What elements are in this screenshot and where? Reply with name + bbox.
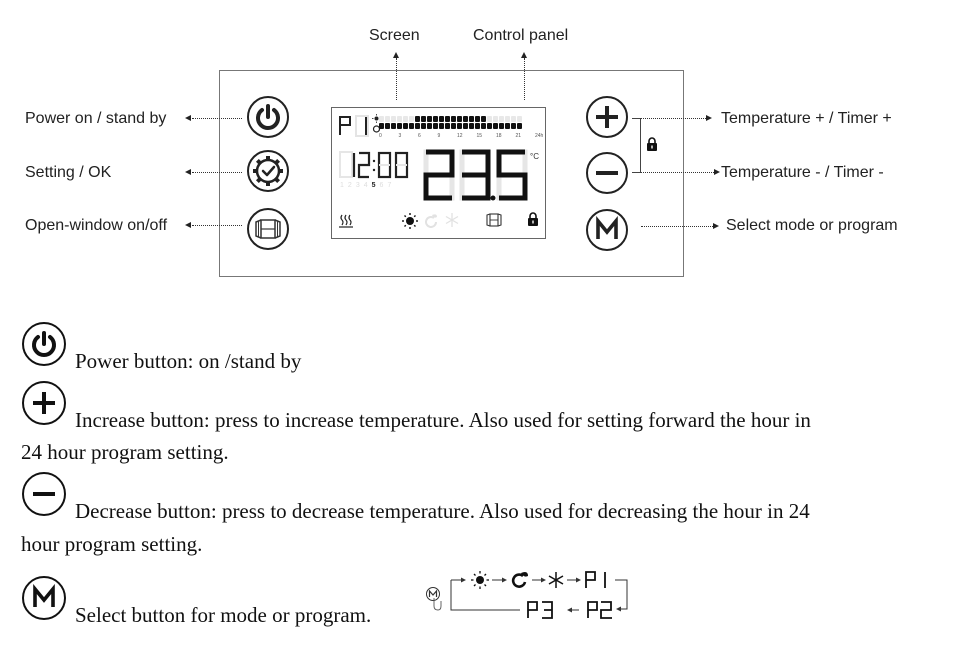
doc-power-icon (22, 322, 66, 366)
schedule-hour-bar (511, 116, 516, 129)
minus-button[interactable] (586, 152, 628, 194)
desc-decrease: Decrease button: press to decrease temperature. Also used for decreasing the hour in 24 (75, 499, 810, 523)
desc-power: Power button: on /stand by (75, 349, 302, 373)
doc-minus-icon (22, 472, 66, 516)
leader-plus (641, 118, 706, 119)
open-window-button[interactable] (247, 208, 289, 250)
schedule-hour-bar (457, 116, 462, 129)
temperature-unit: °C (530, 152, 539, 161)
arrow-left-icon (185, 222, 191, 228)
m-icon (593, 216, 621, 244)
label-power: Power on / stand by (25, 110, 167, 127)
schedule-hour-bar (451, 116, 456, 129)
schedule-hour-bar (493, 116, 498, 129)
power-icon (253, 102, 283, 132)
schedule-tick: 6 (418, 133, 421, 139)
weekday-7: 7 (387, 182, 396, 189)
weekday-2: 2 (347, 182, 356, 189)
minus-icon (30, 480, 58, 508)
weekday-3: 3 (355, 182, 364, 189)
schedule-tick: 18 (496, 133, 502, 139)
schedule-hour-bar (469, 116, 474, 129)
program-indicator (338, 115, 372, 137)
schedule-tick: 3 (398, 133, 402, 139)
heat-icon (339, 214, 353, 228)
desc-decrease-cont: hour program setting. (21, 532, 203, 556)
temperature-display (422, 148, 532, 204)
power-button[interactable] (247, 96, 289, 138)
schedule-hour-bar (475, 116, 480, 129)
leader-power (192, 118, 242, 119)
lcd-screen (331, 107, 546, 239)
label-temp-plus: Temperature + / Timer + (721, 110, 892, 127)
leader-setting (192, 172, 242, 173)
lock-combo-bracket (632, 118, 641, 173)
plus-icon (30, 389, 58, 417)
schedule-hour-bar (385, 116, 390, 129)
label-temp-minus: Temperature - / Timer - (721, 164, 884, 181)
schedule-hour-bar (439, 116, 444, 129)
schedule-hour-bar (433, 116, 438, 129)
window-icon (255, 217, 281, 241)
screen-label: Screen (369, 27, 420, 44)
desc-increase-cont: 24 hour program setting. (21, 440, 229, 464)
schedule-hour-bar (409, 116, 414, 129)
lock-status-icon (527, 212, 539, 227)
schedule-ticks (379, 133, 544, 141)
m-icon (30, 584, 58, 612)
label-mode: Select mode or program (726, 217, 898, 234)
power-icon (29, 329, 59, 359)
weekday-4: 4 (363, 182, 372, 189)
weekday-1: 1 (340, 182, 348, 189)
schedule-tick: 24h (535, 133, 544, 139)
desc-increase: Increase button: press to increase temperature. Also used for setting forward the hour in (75, 408, 811, 432)
schedule-hour-bar (499, 116, 504, 129)
schedule-hour-bar (487, 116, 492, 129)
label-setting: Setting / OK (25, 164, 112, 181)
schedule-tick: 0 (379, 133, 382, 139)
mode-button[interactable] (586, 209, 628, 251)
schedule-hour-bar (463, 116, 468, 129)
schedule-hour-bar (397, 116, 402, 129)
weekday-indicator (340, 182, 395, 189)
doc-plus-icon (22, 381, 66, 425)
lock-icon (646, 137, 658, 152)
schedule-hour-bar (481, 116, 486, 129)
plus-button[interactable] (586, 96, 628, 138)
schedule-tick: 12 (457, 133, 463, 139)
eco-icon (424, 213, 438, 228)
schedule-hour-bar (505, 116, 510, 129)
gear-check-icon (252, 155, 284, 187)
control-panel-label: Control panel (473, 27, 569, 44)
schedule-hour-bar (517, 116, 522, 129)
schedule-tick: 15 (476, 133, 483, 139)
arrow-right-icon (706, 115, 712, 121)
weekday-6: 6 (379, 182, 388, 189)
arrow-right-icon (713, 223, 719, 229)
window-status-icon (486, 213, 502, 227)
leader-mode (641, 226, 713, 227)
mode-cycle-diagram (425, 568, 655, 628)
schedule-bar-graph (379, 116, 522, 129)
schedule-hour-bar (445, 116, 450, 129)
desc-mode: Select button for mode or program. (75, 603, 372, 627)
setting-ok-button[interactable] (247, 150, 289, 192)
weekday-5: 5 (371, 182, 380, 189)
arrow-right-icon (714, 169, 720, 175)
snowflake-icon (445, 213, 459, 227)
arrow-left-icon (185, 169, 191, 175)
schedule-hour-bar (391, 116, 396, 129)
schedule-hour-bar (427, 116, 432, 129)
plus-icon (593, 103, 621, 131)
doc-m-icon (22, 576, 66, 620)
arrow-left-icon (185, 115, 191, 121)
label-open-window: Open-window on/off (25, 217, 168, 234)
minus-icon (593, 159, 621, 187)
schedule-tick: 9 (437, 133, 441, 139)
schedule-hour-bar (403, 116, 408, 129)
schedule-tick: 21 (515, 133, 522, 139)
leader-window (192, 225, 242, 226)
sun-icon (402, 213, 418, 229)
leader-minus (641, 172, 714, 173)
schedule-hour-bar (421, 116, 426, 129)
schedule-hour-bar (379, 116, 384, 129)
clock-display (338, 150, 412, 180)
schedule-hour-bar (415, 116, 420, 129)
